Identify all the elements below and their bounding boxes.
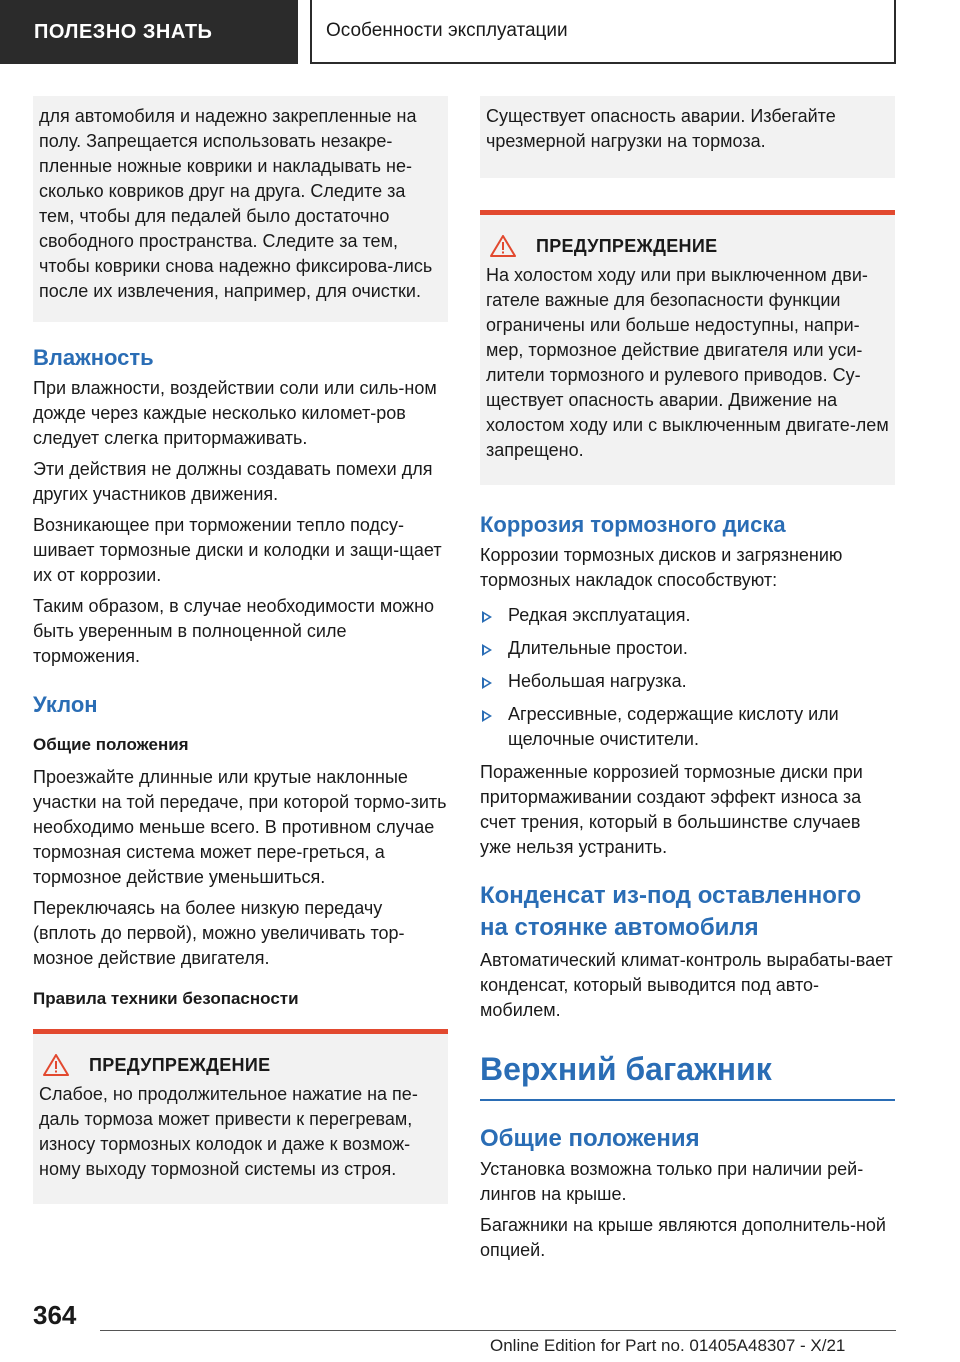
warning-text: Слабое, но продолжительное нажатие на пе-даль тормоза может привести к перегревам, износу тормозных колодок и даже к возмож-ному выходу тормозной системы из строя. xyxy=(39,1084,418,1179)
corrosion-paragraph: Пораженные коррозией тормозные диски при притормаживании создают эффект износа за счет трения, который в большинстве случаев уже нельзя устранить. xyxy=(480,762,863,857)
warning-triangle-icon xyxy=(43,1054,69,1076)
slope-paragraph-2: Переключаясь на более низкую передачу (вплоть до первой), можно увеличивать тор-мозное действие двигателя. xyxy=(33,898,405,968)
page-number: 364 xyxy=(33,1300,77,1330)
chapter-title: Особенности эксплуатации xyxy=(310,0,896,64)
note-text: для автомобиля и надежно закрепленные на полу. Запрещается использовать незакре-пленные ножные коврики и накладывать не-сколько ковриков друг на друга. Следите за тем, чтобы для педалей было достаточно свободного пространства. Следите за тем, чтобы коврики снова надежно фиксирова-лись после их извлечения, например, для очистки. xyxy=(39,106,433,301)
warning-header xyxy=(39,1054,442,1076)
condensate-heading: Конденсат из-под оставленного на стоянке автомобиля xyxy=(480,882,862,941)
footer-divider xyxy=(100,1330,896,1331)
warning-box-brakes xyxy=(33,1029,448,1204)
continued-warning-text: Существует опасность аварии. Избегайте чрезмерной нагрузки на тормоза. xyxy=(486,106,836,151)
safety-subheading: Правила техники безопасности xyxy=(33,989,299,1008)
list-item: Небольшая нагрузка. xyxy=(480,669,895,694)
triangle-bullet-icon xyxy=(482,644,492,656)
right-column xyxy=(480,96,895,1269)
list-item: Агрессивные, содержащие кислоту или щелочные очистители. xyxy=(480,702,895,752)
slope-heading: Уклон xyxy=(33,692,98,717)
continued-note-box xyxy=(33,96,448,322)
left-column xyxy=(33,96,448,1204)
warning-header xyxy=(486,235,889,257)
humidity-heading: Влажность xyxy=(33,345,154,370)
warning-box-idle xyxy=(480,210,895,485)
warning-triangle-icon xyxy=(490,235,516,257)
warning-text: На холостом ходу или при выключенном дви-гателе важные для безопасности функции ограничены или больше недоступны, напри-мер, тормозное действие двигателя или уси-лители тормозного и рулевого приводов. Су-ществует опасность аварии. Движение на холостом ходу или с выключенным двигате-лем запрещено. xyxy=(486,265,889,460)
triangle-bullet-icon xyxy=(482,611,492,623)
edition-text: Online Edition for Part no. 01405A48307 - X/21 xyxy=(490,1336,846,1355)
roof-paragraph-1: Установка возможна только при наличии рей-лингов на крыше. xyxy=(480,1159,864,1204)
warning-title: ПРЕДУПРЕЖДЕНИЕ xyxy=(89,1054,271,1075)
humidity-paragraph-4: Таким образом, в случае необходимости можно быть уверенным в полноценной силе торможения. xyxy=(33,596,435,666)
corrosion-heading: Коррозия тормозного диска xyxy=(480,512,786,537)
slope-subheading: Общие положения xyxy=(33,735,189,754)
triangle-bullet-icon xyxy=(482,710,492,722)
page-header xyxy=(0,0,960,64)
humidity-paragraph-2: Эти действия не должны создавать помехи для других участников движения. xyxy=(33,459,433,504)
section-tab: ПОЛЕЗНО ЗНАТЬ xyxy=(0,0,298,64)
humidity-paragraph-1: При влажности, воздействии соли или силь-ном дожде через каждые несколько километ-ров следует слегка притормаживать. xyxy=(33,378,437,448)
warning-title: ПРЕДУПРЕЖДЕНИЕ xyxy=(536,235,718,256)
slope-paragraph-1: Проезжайте длинные или крутые наклонные участки на той передаче, при которой тормо-зить необходимо меньше всего. В противном случае тормозная система может пере-греться, а тормозное действие уменьшиться. xyxy=(33,767,447,887)
corrosion-intro: Коррозии тормозных дисков и загрязнению тормозных накладок способствуют: xyxy=(480,545,843,590)
roof-rack-heading: Верхний багажник xyxy=(480,1049,895,1101)
list-item: Редкая эксплуатация. xyxy=(480,603,895,628)
humidity-paragraph-3: Возникающее при торможении тепло подсу-шивает тормозные диски и колодки и защи-щает их от коррозии. xyxy=(33,515,442,585)
list-item: Длительные простои. xyxy=(480,636,895,661)
condensate-paragraph: Автоматический климат-контроль вырабаты-вает конденсат, который выводится под авто-мобилем. xyxy=(480,950,893,1020)
continued-warning-box xyxy=(480,96,895,178)
general-heading: Общие положения xyxy=(480,1125,700,1152)
roof-paragraph-2: Багажники на крыше являются дополнитель-ной опцией. xyxy=(480,1215,886,1260)
triangle-bullet-icon xyxy=(482,677,492,689)
corrosion-list xyxy=(480,603,895,752)
